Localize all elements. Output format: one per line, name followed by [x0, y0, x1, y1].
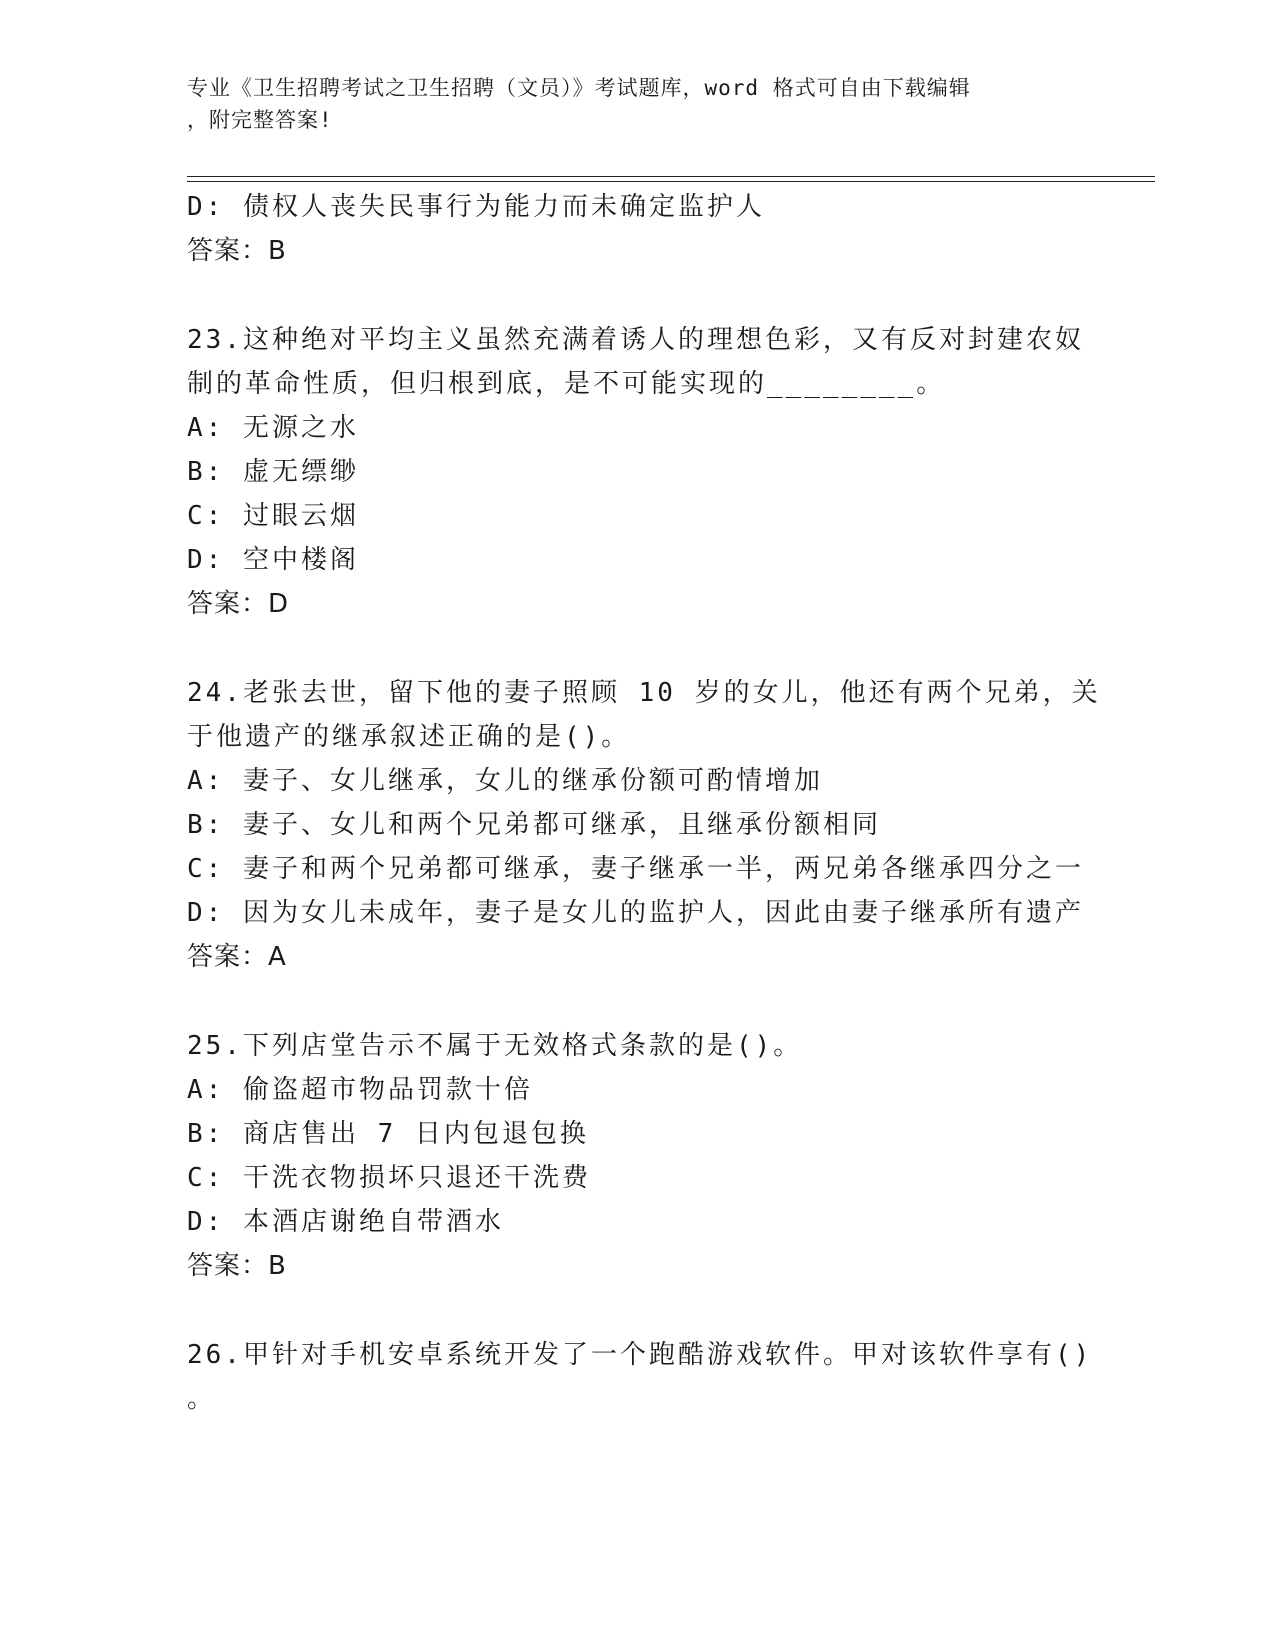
q25-option-c: C: 干洗衣物损坏只退还干洗费	[187, 1163, 591, 1193]
q23-option-a: A: 无源之水	[187, 413, 359, 443]
q23-option-d: D: 空中楼阁	[187, 545, 359, 575]
header-divider-top	[187, 176, 1155, 177]
prev-option-d: D: 债权人丧失民事行为能力而未确定监护人	[187, 192, 765, 222]
q23-stem-line-2: 制的革命性质，但归根到底，是不可能实现的________。	[187, 369, 946, 399]
header-line-1: 专业《卫生招聘考试之卫生招聘（文员）》考试题库，word 格式可自由下载编辑	[187, 76, 971, 100]
q25-option-a: A: 偷盗超市物品罚款十倍	[187, 1075, 533, 1105]
q25-stem-line-1: 25.下列店堂告示不属于无效格式条款的是()。	[187, 1031, 803, 1061]
q25-answer: 答案：B	[187, 1251, 287, 1281]
q24-stem-line-1: 24.老张去世，留下他的妻子照顾 10 岁的女儿，他还有两个兄弟，关	[187, 678, 1101, 708]
q26-stem-line-2: 。	[187, 1384, 217, 1414]
q25-option-b: B: 商店售出 7 日内包退包换	[187, 1119, 589, 1149]
q26-stem-line-1: 26.甲针对手机安卓系统开发了一个跑酷游戏软件。甲对该软件享有()	[187, 1340, 1093, 1370]
prev-answer: 答案：B	[187, 236, 287, 266]
q25-option-d: D: 本酒店谢绝自带酒水	[187, 1207, 504, 1237]
q24-option-b: B: 妻子、女儿和两个兄弟都可继承，且继承份额相同	[187, 810, 881, 840]
q24-option-d: D: 因为女儿未成年，妻子是女儿的监护人，因此由妻子继承所有遗产	[187, 898, 1084, 928]
q23-answer: 答案：D	[187, 589, 290, 619]
header-divider-bottom	[187, 181, 1155, 182]
q23-stem-line-1: 23.这种绝对平均主义虽然充满着诱人的理想色彩，又有反对封建农奴	[187, 325, 1084, 355]
q24-stem-line-2: 于他遗产的继承叙述正确的是()。	[187, 722, 631, 752]
q24-answer: 答案：A	[187, 942, 287, 972]
page-header	[187, 72, 1067, 136]
q24-option-a: A: 妻子、女儿继承，女儿的继承份额可酌情增加	[187, 766, 823, 796]
q23-option-c: C: 过眼云烟	[187, 501, 359, 531]
q24-option-c: C: 妻子和两个兄弟都可继承，妻子继承一半，两兄弟各继承四分之一	[187, 854, 1084, 884]
header-line-2: ，附完整答案!	[187, 108, 333, 132]
q23-option-b: B: 虚无缥缈	[187, 457, 359, 487]
